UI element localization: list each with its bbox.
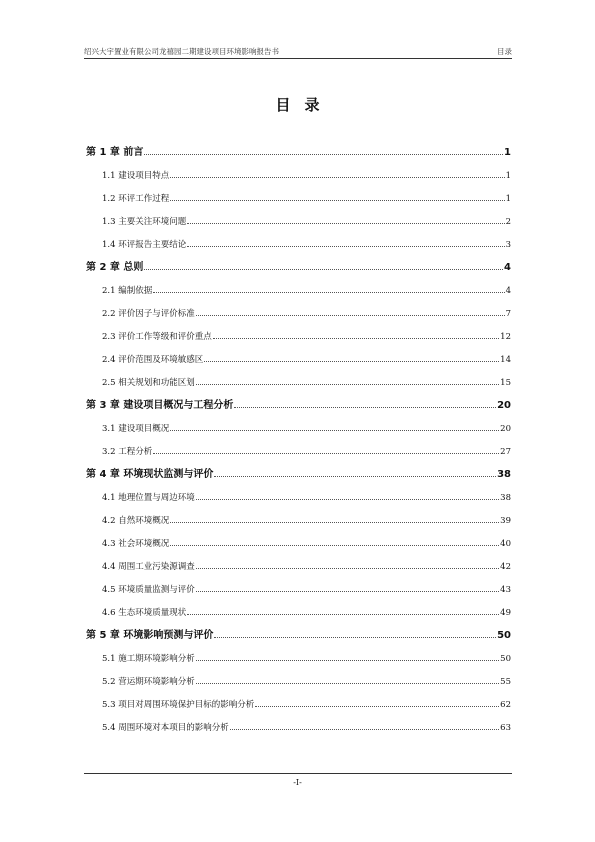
toc-dot-leader [234,407,496,408]
toc-entry-page: 1 [505,171,511,181]
toc-entry-page: 55 [500,677,511,687]
toc-entry-page: 43 [500,585,511,595]
toc-dot-leader [196,591,499,592]
toc-entry-page: 62 [500,700,511,710]
toc-entry-label: 第 5 章 环境影响预测与评价 [86,630,214,641]
toc-entry-label: 3.1 建设项目概况 [102,424,170,434]
toc-entry-label: 第 3 章 建设项目概况与工程分析 [86,400,234,411]
toc-entry-page: 15 [500,378,511,388]
toc-entry-page: 14 [500,355,511,365]
toc-section-entry[interactable] [0,650,595,664]
toc-entry-label: 2.1 编制依据 [102,286,153,296]
toc-dot-leader [144,269,503,270]
toc-entry-label: 1.4 环评报告主要结论 [102,240,187,250]
toc-entry-page: 27 [500,447,511,457]
toc-section-entry[interactable] [0,443,595,457]
toc-entry-label: 2.4 评价范围及环境敏感区 [102,355,204,365]
toc-section-entry[interactable] [0,282,595,296]
toc-entry-page: 1 [504,147,511,158]
toc-chapter-entry[interactable] [0,627,595,641]
toc-chapter-entry[interactable] [0,466,595,480]
toc-chapter-entry[interactable] [0,259,595,273]
toc-entry-label: 4.6 生态环境质量现状 [102,608,187,618]
toc-entry-label: 第 1 章 前言 [86,147,144,158]
toc-entry-page: 39 [500,516,511,526]
toc-dot-leader [214,476,496,477]
toc-entry-label: 1.1 建设项目特点 [102,171,170,181]
toc-entry-page: 4 [505,286,511,296]
toc-entry-page: 42 [500,562,511,572]
toc-entry-page: 63 [500,723,511,733]
toc-entry-page: 4 [504,262,511,273]
toc-entry-label: 5.2 营运期环境影响分析 [102,677,195,687]
toc-section-entry[interactable] [0,604,595,618]
toc-dot-leader [170,522,499,523]
toc-entry-page: 50 [497,630,511,641]
footer-rule [84,773,512,774]
toc-dot-leader [187,223,504,224]
toc-dot-leader [187,246,504,247]
toc-entry-label: 4.3 社会环境概况 [102,539,170,549]
toc-dot-leader [187,614,499,615]
toc-section-entry[interactable] [0,512,595,526]
toc-entry-label: 1.2 环评工作过程 [102,194,170,204]
toc-entry-label: 第 2 章 总则 [86,262,144,273]
toc-section-entry[interactable] [0,213,595,227]
toc-section-entry[interactable] [0,236,595,250]
toc-dot-leader [196,660,499,661]
toc-entry-page: 20 [497,400,511,411]
toc-entry-label: 4.4 周围工业污染源调查 [102,562,195,572]
toc-entry-page: 12 [500,332,511,342]
toc-section-entry[interactable] [0,673,595,687]
toc-dot-leader [196,683,499,684]
toc-section-entry[interactable] [0,489,595,503]
toc-entry-page: 49 [500,608,511,618]
toc-entry-label: 3.2 工程分析 [102,447,153,457]
toc-section-entry[interactable] [0,167,595,181]
toc-dot-leader [153,453,499,454]
toc-dot-leader [170,430,499,431]
toc-entry-page: 50 [500,654,511,664]
toc-entry-page: 20 [500,424,511,434]
toc-section-entry[interactable] [0,719,595,733]
toc-entry-label: 第 4 章 环境现状监测与评价 [86,469,214,480]
toc-entry-page: 2 [505,217,511,227]
footer-page-number: -I- [293,778,302,787]
toc-dot-leader [144,154,503,155]
toc-dot-leader [196,315,505,316]
title-char-1: 目 [275,96,291,114]
title-char-2: 录 [304,96,320,114]
toc-section-entry[interactable] [0,696,595,710]
toc-dot-leader [170,545,499,546]
toc-entry-label: 2.3 评价工作等级和评价重点 [102,332,212,342]
toc-entry-page: 3 [505,240,511,250]
toc-entry-label: 4.5 环境质量监测与评价 [102,585,195,595]
toc-entry-page: 7 [505,309,511,319]
toc-section-entry[interactable] [0,558,595,572]
toc-dot-leader [204,361,499,362]
toc-section-entry[interactable] [0,374,595,388]
toc-entry-label: 4.2 自然环境概况 [102,516,170,526]
toc-section-entry[interactable] [0,190,595,204]
toc-section-entry[interactable] [0,535,595,549]
toc-dot-leader [170,177,504,178]
toc-entry-page: 38 [497,469,511,480]
toc-dot-leader [170,200,504,201]
toc-entry-page: 40 [500,539,511,549]
toc-dot-leader [230,729,499,730]
toc-section-entry[interactable] [0,305,595,319]
toc-section-entry[interactable] [0,420,595,434]
toc-entry-label: 2.5 相关规划和功能区划 [102,378,195,388]
toc-dot-leader [153,292,504,293]
toc-section-entry[interactable] [0,351,595,365]
toc-entry-page: 38 [500,493,511,503]
toc-entry-label: 5.3 项目对周围环境保护目标的影响分析 [102,700,255,710]
header-section-label: 目录 [497,47,512,56]
toc-entry-label: 5.1 施工期环境影响分析 [102,654,195,664]
toc-dot-leader [196,568,499,569]
toc-dot-leader [213,338,499,339]
toc-dot-leader [214,637,496,638]
toc-dot-leader [196,384,499,385]
toc-chapter-entry[interactable] [0,144,595,158]
toc-dot-leader [255,706,499,707]
toc-entry-label: 4.1 地理位置与周边环境 [102,493,195,503]
toc-entry-label: 1.3 主要关注环境问题 [102,217,187,227]
toc-entry-label: 5.4 周围环境对本项目的影响分析 [102,723,229,733]
toc-dot-leader [196,499,499,500]
toc-entry-label: 2.2 评价因子与评价标准 [102,309,195,319]
header-document-title: 绍兴大宇置业有限公司龙禧园二期建设项目环境影响报告书 [84,47,279,56]
toc-section-entry[interactable] [0,581,595,595]
toc-section-entry[interactable] [0,328,595,342]
toc-entry-page: 1 [505,194,511,204]
toc-chapter-entry[interactable] [0,397,595,411]
